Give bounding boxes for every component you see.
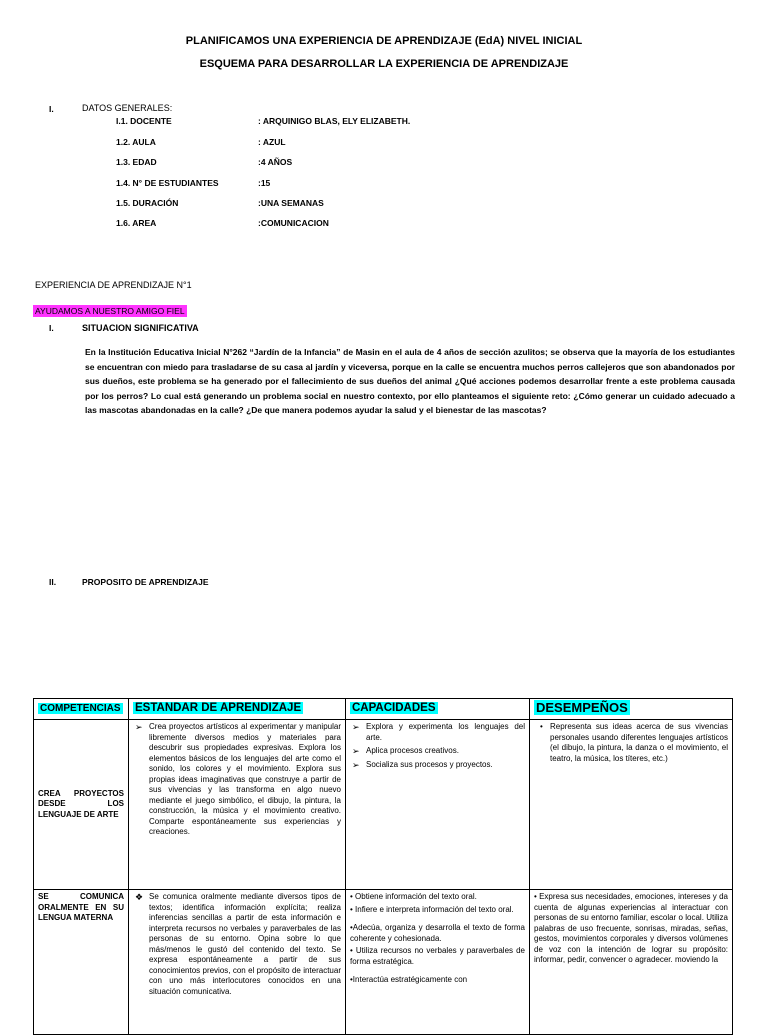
situacion-text: En la Institución Educativa Inicial N°262 “Jardín de la Infancia” de Masin en el aula de 4 años de sección azulitos; se observa que la mayoría de los estudiantes se encuentran con miedo para trasladarse de su casa al jardín y viceversa, porque en la calle se encuentra muchos perros callejeros que son abandonados por sus dueños, este problema se ha generado por el fallecimiento de sus dueños del animal ¿Qué acciones podemos desarrollar frente a este problema causada por los perros? Lo cual está generando un problema social en nuestro contexto, por ello planteamos el siguiente reto: ¿Cómo generar un cuidado adecuado a las mascotas abandonadas en la calle? ¿De que manera podemos ayudar la salud y el bienestar de las mascotas? [85,347,735,415]
datos-label-aula: 1.2. AULA [116,137,156,147]
table-row [34,720,733,890]
desempeno-text: • Representa sus ideas acerca de sus vivencias personales usando diferentes lenguajes artísticos (el dibujo, la pintura, la danza o el movimiento, el teatro, la música, los títeres, etc.) [550,722,728,764]
document-subtitle: ESQUEMA PARA DESARROLLAR LA EXPERIENCIA DE APRENDIZAJE [199,58,569,70]
desempeno-cell [530,720,733,890]
datos-value-area: :COMUNICACION [258,218,329,228]
competencia-cell: CREA PROYECTOS DESDE LOS LENGUAJE DE ARTE [34,720,129,890]
capacidad-item: • Infiere e interpreta información del texto oral. [350,904,514,914]
datos-label-area: 1.6. AREA [116,218,157,228]
datos-value-duracion: :UNA SEMANAS [258,198,324,208]
desempeno-cell: • Expresa sus necesidades, emociones, intereses y da cuenta de algunas experiencias al interactuar con personas de su entorno familiar, escolar o local. Utiliza palabras de uso frecuente, sonrisas, miradas, señas, gestos, movimientos corporales y diversos volúmenes de voz con la intención de lograr su propósito: informar, pedir, convencer o agradecer. moviendo la [530,890,733,1035]
capacidades-cell [346,890,530,1035]
section-title-datos: DATOS GENERALES: [82,103,173,113]
capacidad-item: ➢ Aplica procesos creativos. [366,746,525,757]
capacidad-item: ➢ Explora y experimenta los lenguajes del arte. [366,722,525,743]
estandar-text: ➢ Crea proyectos artísticos al experimentar y manipular libremente diversos medios y materiales para descubrir sus propiedades expresivas. Explora los elementos básicos de los lenguajes del arte como el sonido, los colores y el movimiento. Explora sus propias ideas imaginativas que construye a partir de sus vivencias y las transforma en algo nuevo mediante el juego simbólico, el dibujo, la pintura, la construcción, la música y el movimiento creativo. Comparte espontáneamente sus experiencias y creaciones. [149,722,341,838]
section-title-situacion: SITUACION SIGNIFICATIVA [82,323,199,333]
header-capacidades: CAPACIDADES [346,699,530,720]
experiencia-name: AYUDAMOS A NUESTRO AMIGO FIEL [35,306,185,316]
section-number-proposito: II. [49,577,57,587]
estandar-text: ❖ Se comunica oralmente mediante diversos tipos de textos; identifica información explícita; realiza inferencias sencillas a partir de esta información e interpreta recursos no verbales y paraverbales de las personas de su entorno. Opina sobre lo que más/menos le gustó del contenido del texto. Se expresa espontáneamente a partir de sus conocimientos previos, con el propósito de interactuar con uno más interlocutores conocidos en una situación comunicativa. [149,892,341,997]
datos-label-docente: I.1. DOCENTE [116,116,172,126]
datos-value-estudiantes: :15 [258,178,271,188]
capacidad-item: • Utiliza recursos no verbales y paraverbales de forma estratégica. [350,946,525,966]
datos-value-edad: :4 AÑOS [258,157,293,167]
table-header-row [34,699,733,720]
proposito-table [33,698,733,1035]
datos-label-estudiantes: 1.4. N° DE ESTUDIANTES [116,178,219,188]
capacidad-item: • Obtiene información del texto oral. [350,892,477,901]
estandar-cell [129,720,346,890]
header-desempenos: DESEMPEÑOS [530,699,733,720]
document-title: PLANIFICAMOS UNA EXPERIENCIA DE APRENDIZAJE (EdA) NIVEL INICIAL [185,35,583,47]
capacidades-cell [346,720,530,890]
experiencia-label: EXPERIENCIA DE APRENDIZAJE N°1 [35,280,192,290]
datos-label-edad: 1.3. EDAD [116,157,157,167]
header-competencias: COMPETENCIAS [34,699,129,720]
estandar-cell [129,890,346,1035]
capacidad-item: •Interactúa estratégicamente con [350,975,468,984]
capacidad-item: ➢ Socializa sus procesos y proyectos. [366,760,525,771]
capacidad-item: •Adecúa, organiza y desarrolla el texto de forma coherente y cohesionada. [350,923,525,943]
header-estandar: ESTANDAR DE APRENDIZAJE [129,699,346,720]
datos-value-aula: : AZUL [258,137,286,147]
section-title-proposito: PROPOSITO DE APRENDIZAJE [82,577,209,587]
table-row [34,890,733,1035]
datos-label-duracion: 1.5. DURACIÓN [116,198,179,208]
competencia-cell: SE COMUNICA ORALMENTE EN SU LENGUA MATERNA [34,890,129,1035]
datos-value-docente: : ARQUINIGO BLAS, ELY ELIZABETH. [258,116,411,126]
section-number-situacion: I. [49,323,54,333]
section-number-datos: I. [49,104,54,114]
